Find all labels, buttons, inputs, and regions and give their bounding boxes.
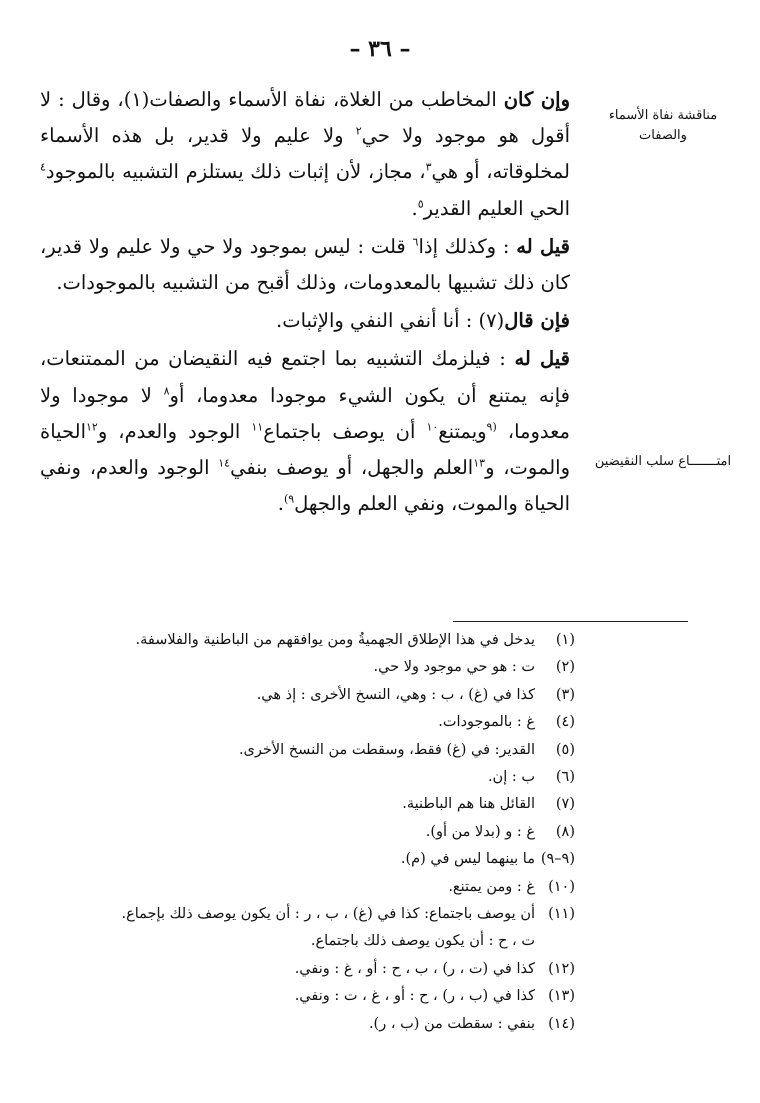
footnote [40, 874, 575, 901]
footnote-number: (١١) [548, 906, 575, 923]
main-text [40, 82, 570, 522]
footnote [40, 654, 575, 681]
text-run: المخاطب من الغلاة، نفاة الأسماء والصفات [149, 88, 504, 111]
text-run: الوجود والعدم، و [97, 419, 252, 443]
footnote-number: (٣) [555, 686, 575, 703]
footnote-text: غ : ومن يمتنع. [448, 878, 535, 895]
text-run: (١)، وقال : لا أقول هو موجود ولا حي [40, 88, 570, 148]
text-run: الوجود والعدم، ونفي الحياة والموت، ونفي العلم والجهل [40, 456, 570, 516]
paragraph-lead: وإن كان [503, 88, 570, 111]
footnote-ref: ٤ [40, 160, 46, 174]
paragraph-1 [40, 82, 570, 227]
footnote-number: (٨) [555, 823, 575, 840]
footnote-ref: ٢ [355, 124, 362, 138]
footnote-number: (٥) [555, 741, 575, 758]
footnote [40, 737, 575, 764]
text-run: ويمتنع [438, 419, 487, 443]
text-run: الحي العليم القدير [423, 196, 570, 220]
footnote-ref: ٣ [425, 160, 432, 174]
footnote [40, 682, 575, 709]
footnote-ref: ٩) [283, 492, 295, 506]
footnote [40, 627, 575, 654]
text-run: ، مجاز، لأن إثبات ذلك يستلزم التشبيه بالموجود [45, 160, 426, 184]
footnote-ref: ١٢ [86, 420, 98, 434]
text-run: لا موجودا ولا معدوما، [40, 383, 570, 443]
footnote [40, 819, 575, 846]
footnote [40, 846, 575, 873]
footnote-number: (١) [555, 632, 575, 648]
footnote-text: بنفي : سقطت من (ب ، ر). [368, 1015, 535, 1032]
text-run: ولا عليم ولا قدير، بل هذه الأسماء لمخلوقاته، أو هي [40, 124, 570, 184]
footnote-text: غ : و (بدلا من أو). [425, 823, 535, 840]
footnote [40, 1011, 575, 1038]
footnote [40, 983, 575, 1010]
footnote-number: (٦) [555, 769, 575, 786]
footnote-text: القائل هنا هم الباطنية. [402, 796, 535, 813]
footnote-text: غ : بالموجودات. [438, 714, 535, 731]
footnote-number: (٤) [555, 714, 575, 731]
footnote [40, 901, 575, 928]
margin-note-refuting-deniers: مناقشة نفاة الأسماء والصفات [608, 108, 718, 143]
footnote [40, 709, 575, 736]
footnote-ref: (٩ [486, 420, 497, 434]
footnote-ref: ٦ [412, 235, 419, 249]
footnote-number: (١٣) [548, 988, 575, 1005]
footnote-number: (٢) [555, 659, 575, 676]
footnote-text: ت : هو حي موجود ولا حي. [373, 659, 535, 676]
footnote-text: كذا في (ت ، ر) ، ب ، ح : أو ، غ : ونفي. [294, 960, 535, 977]
footnote-ref: ١٠ [426, 420, 439, 434]
page-number: – ٣٦ – [349, 36, 411, 62]
text-run: : وكذلك إذا [418, 234, 517, 258]
paragraph-lead: فإن قال [504, 309, 570, 333]
text-run: العلم والجهل، أو يوصف بنفي [230, 456, 474, 480]
footnote-ref: ٨ [163, 384, 170, 398]
footnote-ref: ١١ [251, 420, 264, 434]
footnote-text: يدخل في هذا الإطلاق الجهميةُ ومن يوافقهم من الباطنية والفلاسفة. [135, 632, 535, 648]
footnote [40, 764, 575, 791]
paragraph-2 [40, 229, 570, 301]
paragraph-lead: قيل له [516, 234, 570, 258]
margin-note-impossibility: امتـــــــاع سلب النقيضين [594, 454, 732, 469]
footnote-ref: ١٣ [473, 456, 486, 470]
paragraph-4 [40, 341, 570, 522]
footnote-number: (٧) [555, 796, 575, 813]
footnote-ref: ١٤ [218, 456, 231, 470]
footnote [40, 956, 575, 983]
text-run: . [277, 492, 284, 516]
footnote-ref: ٥ [417, 197, 424, 211]
text-run: . [411, 196, 418, 220]
text-run: قلت : ليس بموجود ولا حي ولا عليم ولا قدير، كان ذلك تشبيها بالمعدومات، وذلك أقبح من التشبيه بالموجودات. [40, 234, 570, 295]
footnote [40, 791, 575, 818]
footnote-number: (٩–٩) [540, 851, 575, 868]
text-run: أن يوصف باجتماع [263, 419, 427, 443]
footnote-text: كذا في (ب ، ر) ، ح : أو ، غ ، ت : ونفي. [294, 988, 535, 1005]
footnote-divider [453, 621, 688, 622]
footnote-number: (١٢) [548, 960, 575, 977]
text-run: (٧) : أنا أنفي النفي والإثبات. [276, 309, 505, 333]
footnotes [40, 627, 575, 1038]
footnote-number: (١٤) [548, 1015, 575, 1032]
text-run: : فيلزمك التشبيه بما اجتمع فيه النقيضان من الممتنعات، فإنه يمتنع أن يكون الشيء موجودا معدوما، أو [40, 347, 570, 407]
footnote-text: كذا في (غ) ، ب : وهي، النسخ الأخرى : إذ هي. [256, 686, 535, 703]
footnote-continuation: ت ، ح : أن يكون يوصف ذلك باجتماع. [310, 933, 535, 950]
paragraph-lead: قيل له [514, 347, 570, 371]
footnote-text: ما بينهما ليس في (م). [400, 851, 535, 868]
footnote-text: القدير: في (غ) فقط، وسقطت من النسخ الأخرى. [238, 741, 535, 758]
footnote-text: ب : إن. [487, 769, 535, 786]
paragraph-3 [40, 303, 570, 339]
footnote-text: أن يوصف باجتماع: كذا في (غ) ، ب ، ر : أن يكون يوصف ذلك بإجماع. [121, 906, 535, 923]
text-run: الحياة والموت، و [40, 419, 571, 480]
footnote-number: (١٠) [548, 878, 575, 895]
